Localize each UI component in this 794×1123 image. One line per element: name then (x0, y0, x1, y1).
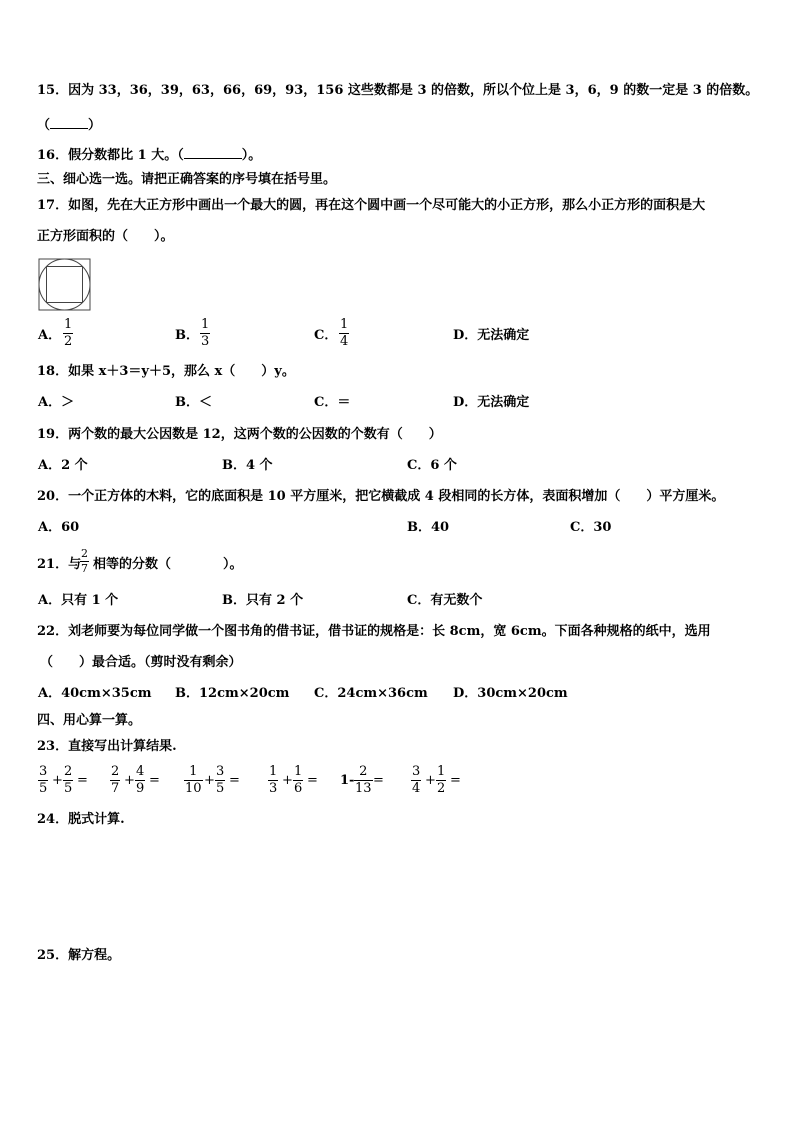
q22-option-a[interactable]: A．40cm×35cm (38, 686, 152, 701)
q23-item6-fraction-a: $\frac{3}{4}$ (412, 764, 421, 796)
q23-item3-op: + (204, 773, 215, 788)
q22-option-c[interactable]: C．24cm×36cm (314, 686, 428, 701)
q23-item2-fraction-a: $\frac{2}{7}$ (111, 764, 120, 796)
q21-option-c[interactable]: C．有无数个 (407, 593, 483, 608)
q23-item1-fraction-a: $\frac{3}{5}$ (39, 764, 48, 796)
q23-item6-eq: = (450, 773, 461, 788)
q17-option-c-label[interactable]: C． (314, 328, 338, 343)
q18-option-b[interactable]: B．＜ (175, 395, 212, 410)
q21-option-b[interactable]: B．只有 2 个 (222, 593, 304, 608)
question-24: 24．脱式计算. (37, 812, 125, 827)
q17-option-b-fraction: $\frac{1}{3}$ (201, 317, 210, 349)
q21-fraction: $\frac{2}{7}$ (81, 547, 88, 575)
question-17-line1: 17．如图，先在大正方形中画出一个最大的圆，再在这个圆中画一个尽可能大的小正方形，那么小正方形的面积是大 (37, 198, 706, 213)
q23-item4-eq: = (307, 773, 318, 788)
q23-item6-fraction-b: $\frac{1}{2}$ (437, 764, 446, 796)
question-15: 15．因为 33，36，39，63，66，69，93，156 这些数都是 3 的倍数，所以个位上是 3，6，9 的数一定是 3 的倍数。 (37, 83, 759, 98)
question-18: 18．如果 x＋3＝y＋5，那么 x（ ）y。 (37, 364, 295, 379)
question-23: 23．直接写出计算结果. (37, 739, 177, 754)
question-16: 16．假分数都比 1 大。（ ）。 (37, 148, 262, 163)
q23-item3-fraction-b: $\frac{3}{5}$ (216, 764, 225, 796)
q23-item2-op: + (124, 773, 135, 788)
section-4-heading: 四、用心算一算。 (37, 713, 142, 728)
q22-option-b[interactable]: B．12cm×20cm (175, 686, 290, 701)
q23-item5-prefix: 1- (340, 773, 355, 788)
q23-item3-fraction-a: $\frac{1}{10}$ (185, 764, 202, 796)
question-22-line2: （ ）最合适。（剪时没有剩余） (40, 655, 242, 670)
q23-item2-eq: = (149, 773, 160, 788)
q23-item1-eq: = (77, 773, 88, 788)
q21-option-a[interactable]: A．只有 1 个 (38, 593, 119, 608)
q18-option-a[interactable]: A．＞ (38, 395, 75, 410)
q20-option-a[interactable]: A．60 (38, 520, 80, 535)
q20-option-b[interactable]: B．40 (407, 520, 450, 535)
square-circle-figure (38, 258, 92, 312)
question-17-line2: 正方形面积的（ ）。 (37, 229, 174, 244)
q17-option-c-fraction: $\frac{1}{4}$ (340, 317, 349, 349)
q20-option-c[interactable]: C．30 (570, 520, 612, 535)
q19-option-a[interactable]: A．2 个 (38, 458, 88, 473)
q17-option-b-label[interactable]: B． (175, 328, 199, 343)
q23-item2-fraction-b: $\frac{4}{9}$ (136, 764, 145, 796)
question-20: 20．一个正方体的木料，它的底面积是 10 平方厘米，把它横截成 4 段相同的长方体，表面积增加（ ）平方厘米。 (37, 489, 725, 504)
q17-option-d[interactable]: D．无法确定 (453, 328, 530, 343)
q17-option-a-fraction: $\frac{1}{2}$ (64, 317, 73, 349)
q18-option-c[interactable]: C．＝ (314, 395, 351, 410)
q23-item5-fraction: $\frac{2}{13}$ (355, 764, 372, 796)
q23-item4-fraction-b: $\frac{1}{6}$ (294, 764, 303, 796)
q19-option-c[interactable]: C．6 个 (407, 458, 457, 473)
q23-item1-fraction-b: $\frac{2}{5}$ (64, 764, 73, 796)
question-22-line1: 22．刘老师要为每位同学做一个图书角的借书证，借书证的规格是：长 8cm，宽 6cm。下面各种规格的纸中，选用 (37, 624, 711, 639)
q23-item5-eq: = (373, 773, 384, 788)
q18-option-d[interactable]: D．无法确定 (453, 395, 530, 410)
question-19: 19．两个数的最大公因数是 12，这两个数的公因数的个数有（ ） (37, 427, 442, 442)
q17-option-a-label[interactable]: A． (38, 328, 62, 343)
section-3-heading: 三、细心选一选。请把正确答案的序号填在括号里。 (37, 172, 337, 187)
question-21-suffix: 相等的分数（ ）。 (93, 557, 243, 572)
q23-item6-op: + (425, 773, 436, 788)
q23-item4-op: + (282, 773, 293, 788)
question-21-prefix: 21．与 (37, 557, 82, 572)
answer-blank-15[interactable]: （ ） (37, 118, 102, 133)
q23-item4-fraction-a: $\frac{1}{3}$ (269, 764, 278, 796)
q23-item1-op: + (52, 773, 63, 788)
q23-item3-eq: = (229, 773, 240, 788)
q19-option-b[interactable]: B．4 个 (222, 458, 273, 473)
q22-option-d[interactable]: D．30cm×20cm (453, 686, 568, 701)
question-25: 25．解方程。 (37, 948, 121, 963)
answer-blank-16[interactable] (184, 146, 242, 159)
